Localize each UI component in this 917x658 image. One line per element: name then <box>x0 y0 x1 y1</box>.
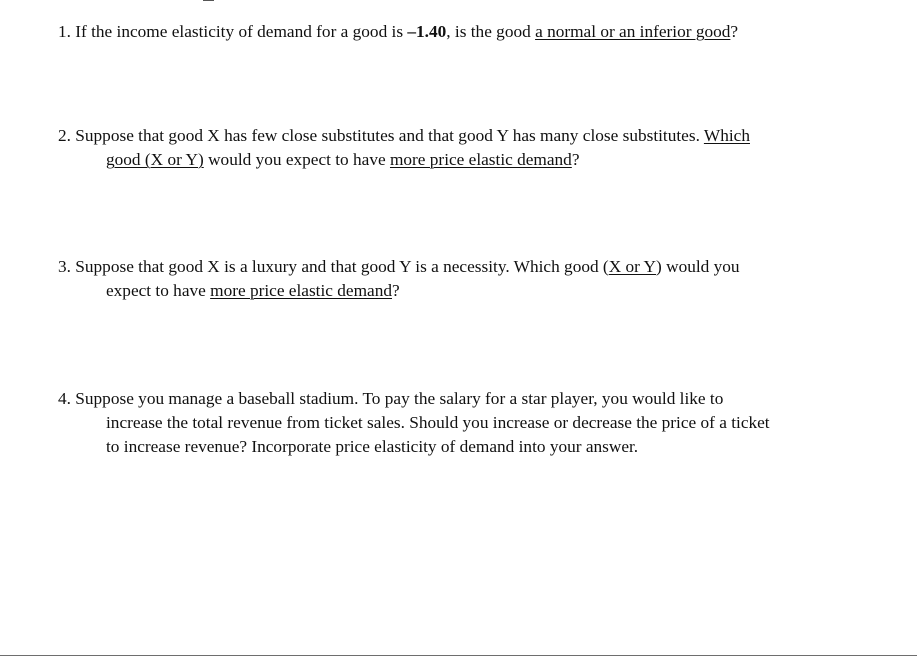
text-run: Suppose that good X is a luxury and that good Y is a necessity. Which good ( <box>70 257 609 276</box>
question-4-line-1 <box>58 387 818 411</box>
text-run: ) would you <box>656 257 740 276</box>
question-number: 4. <box>58 389 71 408</box>
underlined-text: good (X or Y) <box>106 150 204 169</box>
text-run: , is the good <box>446 22 536 41</box>
page-bottom-border <box>0 655 917 656</box>
underlined-text: X or Y <box>608 257 657 276</box>
underlined-text: more price elastic demand <box>210 281 392 300</box>
text-run: to increase revenue? Incorporate price elasticity of demand into your answer. <box>106 437 639 456</box>
question-2 <box>58 124 818 172</box>
text-run: ? <box>730 22 739 41</box>
text-run: increase the total revenue from ticket sales. Should you increase or decrease the price of a ticket <box>106 413 770 432</box>
underlined-text: Which <box>703 126 750 145</box>
question-number: 2. <box>58 126 71 145</box>
text-run: ? <box>391 281 400 300</box>
question-2-line-2 <box>58 148 818 172</box>
question-number: 3. <box>58 257 71 276</box>
question-1 <box>58 20 818 44</box>
question-number: 1. <box>58 22 71 41</box>
text-run: ? <box>571 150 580 169</box>
question-2-line-1 <box>58 124 818 148</box>
bold-text: –1.40 <box>407 22 447 41</box>
top-cut-off-mark <box>203 0 214 1</box>
question-1-line-1 <box>58 20 818 44</box>
question-4-line-2 <box>58 411 818 435</box>
question-3-line-2 <box>58 279 818 303</box>
question-3-line-1 <box>58 255 818 279</box>
underlined-text: a normal or an inferior good <box>535 22 731 41</box>
question-4-line-3 <box>58 435 818 459</box>
text-run: expect to have <box>106 281 211 300</box>
text-run: If the income elasticity of demand for a good is <box>70 22 408 41</box>
text-run: Suppose that good X has few close substitutes and that good Y has many close substitutes. <box>70 126 704 145</box>
text-run: would you expect to have <box>203 150 390 169</box>
text-run: Suppose you manage a baseball stadium. To pay the salary for a star player, you would like to <box>70 389 724 408</box>
question-4 <box>58 387 818 459</box>
underlined-text: more price elastic demand <box>389 150 572 169</box>
question-3 <box>58 255 818 303</box>
